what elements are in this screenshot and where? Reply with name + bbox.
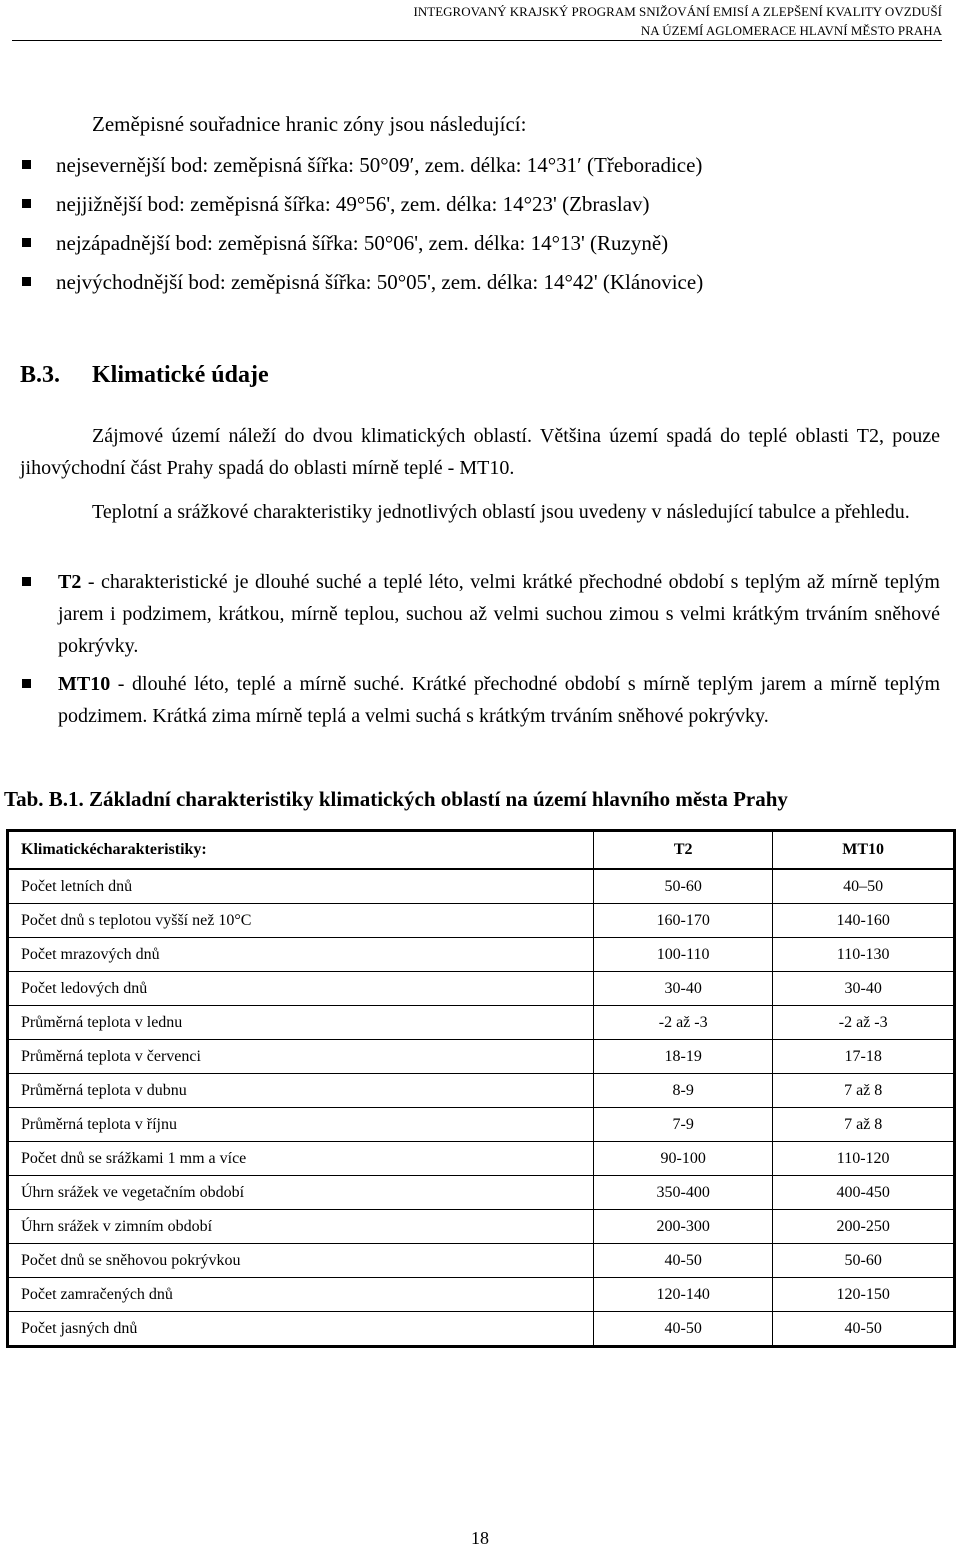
mt10-value-cell: 120-150 [773,1278,955,1312]
t2-value-cell: 40-50 [594,1312,773,1347]
paragraph [20,496,940,528]
coordinates-list [20,150,703,306]
coordinate-text: nejzápadnější bod: zeměpisná šířka: 50°06', zem. délka: 14°13' (Ruzyně) [56,231,669,255]
paragraph-text: Teplotní a srážkové charakteristiky jednotlivých oblastí jsou uvedeny v následující tabulce a přehledu. [92,501,910,523]
mt10-value-cell: 50-60 [773,1244,955,1278]
characteristic-cell: Průměrná teplota v říjnu [8,1108,594,1142]
climate-region-description: - dlouhé léto, teplé a mírně suché. Krátké přechodné období s mírně teplým jarem a mírně teplým podzimem. Krátká zima mírně teplá a velmi suchá s krátkým trváním sněhové pokrývky. [58,673,940,727]
t2-value-cell: 200-300 [594,1210,773,1244]
coordinate-text: nejjižnější bod: zeměpisná šířka: 49°56', zem. délka: 14°23' (Zbraslav) [56,192,650,216]
section-heading [20,362,269,389]
table-row [8,1108,955,1142]
table-row [8,1006,955,1040]
coordinate-text: nejvýchodnější bod: zeměpisná šířka: 50°05', zem. délka: 14°42' (Klánovice) [56,270,704,294]
t2-value-cell: 30-40 [594,972,773,1006]
mt10-value-cell: 7 až 8 [773,1108,955,1142]
section-title: Klimatické údaje [92,362,269,388]
table-title: Tab. B.1. Základní charakteristiky klimatických oblastí na území hlavního města Prahy [4,787,788,811]
climate-region-description: - charakteristické je dlouhé suché a teplé léto, velmi krátké přechodné období s teplým až mírně teplým jarem i podzimem, krátkou, mírně teplou, suchou až velmi suchou zimou s velmi krátkým trváním sněhové pokrývky. [58,571,940,657]
list-item [20,150,703,189]
characteristic-cell: Počet dnů se sněhovou pokrývkou [8,1244,594,1278]
mt10-value-cell: 200-250 [773,1210,955,1244]
t2-value-cell: 18-19 [594,1040,773,1074]
characteristic-cell: Průměrná teplota v dubnu [8,1074,594,1108]
characteristic-cell: Počet dnů s teplotou vyšší než 10°C [8,904,594,938]
header-line-2: NA ÚZEMÍ AGLOMERACE HLAVNÍ MĚSTO PRAHA [640,23,942,38]
t2-value-cell: 50-60 [594,869,773,904]
mt10-value-cell: 110-120 [773,1142,955,1176]
characteristic-cell: Počet zamračených dnů [8,1278,594,1312]
climate-table [6,829,956,1348]
characteristic-cell: Počet letních dnů [8,869,594,904]
list-item [20,189,703,228]
t2-value-cell: 100-110 [594,938,773,972]
bullet-square-icon [22,199,31,208]
table-header-row [8,831,955,870]
t2-value-cell: 350-400 [594,1176,773,1210]
mt10-value-cell: 110-130 [773,938,955,972]
header-line-1: INTEGROVANÝ KRAJSKÝ PROGRAM SNIŽOVÁNÍ EMISÍ A ZLEPŠENÍ KVALITY OVZDUŠÍ [413,4,942,19]
climate-region-name: MT10 [58,673,111,695]
table-row [8,904,955,938]
t2-value-cell: 7-9 [594,1108,773,1142]
table-body [8,869,955,1347]
bullet-square-icon [22,679,31,688]
climate-item-t2 [20,566,940,662]
mt10-value-cell: 40–50 [773,869,955,904]
mt10-value-cell: 40-50 [773,1312,955,1347]
characteristic-cell: Počet ledových dnů [8,972,594,1006]
table-row [8,1040,955,1074]
characteristic-cell: Úhrn srážek ve vegetačním období [8,1176,594,1210]
t2-value-cell: 160-170 [594,904,773,938]
mt10-value-cell: 400-450 [773,1176,955,1210]
table-row [8,1074,955,1108]
table-row [8,1142,955,1176]
climate-item-mt10 [20,668,940,732]
table-row [8,1278,955,1312]
table-row [8,1312,955,1347]
t2-value-cell: 120-140 [594,1278,773,1312]
mt10-value-cell: 30-40 [773,972,955,1006]
bullet-square-icon [22,238,31,247]
table-row [8,869,955,904]
mt10-value-cell: 17-18 [773,1040,955,1074]
t2-value-cell: 90-100 [594,1142,773,1176]
characteristic-cell: Průměrná teplota v lednu [8,1006,594,1040]
t2-value-cell: -2 až -3 [594,1006,773,1040]
characteristic-cell: Počet mrazových dnů [8,938,594,972]
table-row [8,1244,955,1278]
t2-value-cell: 40-50 [594,1244,773,1278]
running-header [414,2,942,40]
table-row [8,938,955,972]
mt10-value-cell: 7 až 8 [773,1074,955,1108]
paragraph [20,420,940,484]
table-row [8,1210,955,1244]
table-row [8,1176,955,1210]
list-item [20,267,703,306]
bullet-square-icon [22,160,31,169]
section-number: B.3. [20,362,61,388]
list-item [20,228,703,267]
header-rule [12,40,942,41]
coordinate-text: nejsevernější bod: zeměpisná šířka: 50°09′, zem. délka: 14°31′ (Třeboradice) [56,153,703,177]
mt10-value-cell: -2 až -3 [773,1006,955,1040]
coordinates-intro: Zeměpisné souřadnice hranic zóny jsou následující: [92,112,527,136]
characteristic-cell: Počet dnů se srážkami 1 mm a více [8,1142,594,1176]
bullet-square-icon [22,577,31,586]
characteristic-cell: Počet jasných dnů [8,1312,594,1347]
table-row [8,972,955,1006]
characteristic-cell: Průměrná teplota v červenci [8,1040,594,1074]
t2-value-cell: 8-9 [594,1074,773,1108]
column-header: T2 [594,831,773,870]
column-header: Klimatickécharakteristiky: [8,831,594,870]
bullet-square-icon [22,277,31,286]
column-header: MT10 [773,831,955,870]
climate-region-name: T2 [58,571,82,593]
page-number: 18 [471,1528,489,1548]
mt10-value-cell: 140-160 [773,904,955,938]
paragraph-text: Zájmové území náleží do dvou klimatických oblastí. Většina území spadá do teplé oblasti T2, pouze jihovýchodní část Prahy spadá do oblasti mírně teplé - MT10. [20,425,940,479]
characteristic-cell: Úhrn srážek v zimním období [8,1210,594,1244]
